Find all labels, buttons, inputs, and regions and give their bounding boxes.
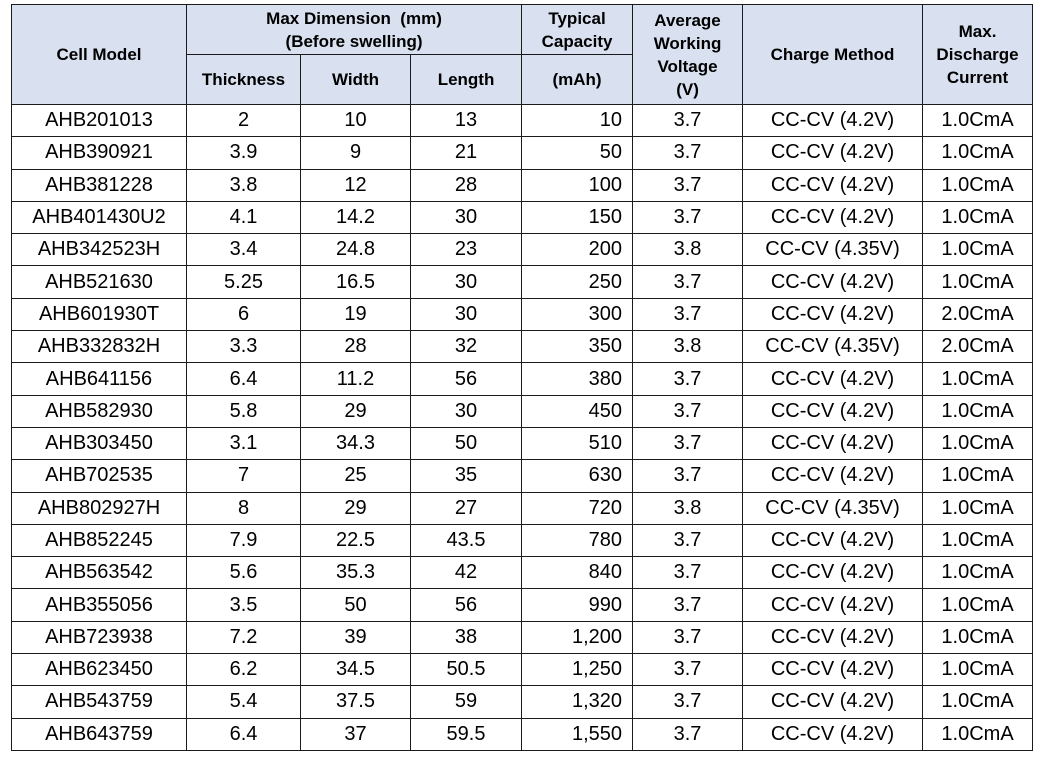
thickness-cell: 3.3	[187, 331, 301, 363]
table-row	[12, 234, 1033, 266]
max-discharge-cell: 1.0CmA	[923, 557, 1033, 589]
voltage-cell: 3.7	[633, 363, 743, 395]
thickness-cell: 7.2	[187, 621, 301, 653]
length-cell: 59.5	[411, 718, 522, 750]
width-cell: 28	[301, 331, 411, 363]
length-cell: 50	[411, 427, 522, 459]
charge-method-cell: CC-CV (4.35V)	[743, 492, 923, 524]
cell-model-cell: AHB641156	[12, 363, 187, 395]
capacity-cell: 990	[522, 589, 633, 621]
header-width	[301, 55, 411, 105]
capacity-cell: 10	[522, 105, 633, 137]
voltage-cell: 3.8	[633, 234, 743, 266]
voltage-cell: 3.8	[633, 492, 743, 524]
cell-model-cell: AHB563542	[12, 557, 187, 589]
max-discharge-cell: 1.0CmA	[923, 718, 1033, 750]
table-row	[12, 137, 1033, 169]
voltage-cell: 3.7	[633, 686, 743, 718]
charge-method-cell: CC-CV (4.2V)	[743, 589, 923, 621]
cell-model-cell: AHB601930T	[12, 298, 187, 330]
thickness-cell: 6	[187, 298, 301, 330]
cell-model-cell: AHB201013	[12, 105, 187, 137]
max-discharge-cell: 1.0CmA	[923, 201, 1033, 233]
charge-method-cell: CC-CV (4.35V)	[743, 234, 923, 266]
max-discharge-cell: 1.0CmA	[923, 589, 1033, 621]
voltage-cell: 3.7	[633, 201, 743, 233]
cell-model-cell: AHB390921	[12, 137, 187, 169]
length-cell: 50.5	[411, 654, 522, 686]
capacity-cell: 300	[522, 298, 633, 330]
max-discharge-cell: 1.0CmA	[923, 105, 1033, 137]
header-cell-model	[12, 5, 187, 105]
max-discharge-cell: 1.0CmA	[923, 654, 1033, 686]
width-cell: 22.5	[301, 524, 411, 556]
length-cell: 30	[411, 395, 522, 427]
capacity-cell: 200	[522, 234, 633, 266]
charge-method-cell: CC-CV (4.2V)	[743, 557, 923, 589]
header-average-voltage-line2: Working	[653, 33, 722, 53]
voltage-cell: 3.7	[633, 718, 743, 750]
max-discharge-cell: 1.0CmA	[923, 266, 1033, 298]
table-row	[12, 686, 1033, 718]
header-typical-capacity-line1: Typical	[548, 8, 606, 28]
header-charge-method-label: Charge Method	[770, 45, 895, 64]
voltage-cell: 3.7	[633, 169, 743, 201]
thickness-cell: 5.4	[187, 686, 301, 718]
max-discharge-cell: 1.0CmA	[923, 524, 1033, 556]
table-body	[12, 105, 1033, 751]
header-capacity-unit	[522, 55, 633, 105]
length-cell: 28	[411, 169, 522, 201]
table-row	[12, 331, 1033, 363]
header-width-label: Width	[331, 70, 380, 89]
width-cell: 11.2	[301, 363, 411, 395]
thickness-cell: 5.8	[187, 395, 301, 427]
thickness-cell: 6.4	[187, 718, 301, 750]
width-cell: 9	[301, 137, 411, 169]
voltage-cell: 3.7	[633, 524, 743, 556]
header-length-label: Length	[437, 70, 495, 89]
width-cell: 10	[301, 105, 411, 137]
width-cell: 34.3	[301, 427, 411, 459]
voltage-cell: 3.7	[633, 427, 743, 459]
thickness-cell: 3.9	[187, 137, 301, 169]
cell-model-cell: AHB643759	[12, 718, 187, 750]
length-cell: 23	[411, 234, 522, 266]
charge-method-cell: CC-CV (4.2V)	[743, 201, 923, 233]
table-row	[12, 718, 1033, 750]
cell-model-cell: AHB802927H	[12, 492, 187, 524]
cell-model-cell: AHB381228	[12, 169, 187, 201]
header-average-voltage-line3: Voltage	[657, 56, 718, 76]
table-row	[12, 266, 1033, 298]
thickness-cell: 3.1	[187, 427, 301, 459]
capacity-cell: 1,320	[522, 686, 633, 718]
length-cell: 27	[411, 492, 522, 524]
length-cell: 21	[411, 137, 522, 169]
table-row	[12, 201, 1033, 233]
header-thickness	[187, 55, 301, 105]
max-discharge-cell: 1.0CmA	[923, 363, 1033, 395]
length-cell: 43.5	[411, 524, 522, 556]
width-cell: 34.5	[301, 654, 411, 686]
charge-method-cell: CC-CV (4.35V)	[743, 331, 923, 363]
voltage-cell: 3.7	[633, 395, 743, 427]
length-cell: 32	[411, 331, 522, 363]
width-cell: 37.5	[301, 686, 411, 718]
length-cell: 13	[411, 105, 522, 137]
length-cell: 30	[411, 201, 522, 233]
thickness-cell: 3.5	[187, 589, 301, 621]
header-average-voltage-unit: (V)	[676, 79, 699, 99]
header-average-voltage-line1: Average	[654, 10, 721, 30]
cell-model-cell: AHB543759	[12, 686, 187, 718]
max-discharge-cell: 1.0CmA	[923, 621, 1033, 653]
length-cell: 38	[411, 621, 522, 653]
header-max-dimension-line1: Max Dimension (mm)	[266, 8, 442, 28]
capacity-cell: 720	[522, 492, 633, 524]
max-discharge-cell: 1.0CmA	[923, 137, 1033, 169]
voltage-cell: 3.7	[633, 137, 743, 169]
max-discharge-cell: 1.0CmA	[923, 395, 1033, 427]
cell-model-cell: AHB521630	[12, 266, 187, 298]
charge-method-cell: CC-CV (4.2V)	[743, 718, 923, 750]
width-cell: 12	[301, 169, 411, 201]
cell-model-cell: AHB702535	[12, 460, 187, 492]
width-cell: 29	[301, 395, 411, 427]
capacity-cell: 250	[522, 266, 633, 298]
thickness-cell: 7.9	[187, 524, 301, 556]
cell-model-cell: AHB401430U2	[12, 201, 187, 233]
max-discharge-cell: 1.0CmA	[923, 427, 1033, 459]
voltage-cell: 3.7	[633, 557, 743, 589]
cell-model-cell: AHB623450	[12, 654, 187, 686]
max-discharge-cell: 1.0CmA	[923, 460, 1033, 492]
thickness-cell: 3.4	[187, 234, 301, 266]
cell-model-cell: AHB342523H	[12, 234, 187, 266]
max-discharge-cell: 1.0CmA	[923, 686, 1033, 718]
thickness-cell: 3.8	[187, 169, 301, 201]
cell-model-cell: AHB723938	[12, 621, 187, 653]
table-row	[12, 492, 1033, 524]
voltage-cell: 3.7	[633, 298, 743, 330]
table-row	[12, 363, 1033, 395]
width-cell: 50	[301, 589, 411, 621]
cell-model-cell: AHB355056	[12, 589, 187, 621]
table-row	[12, 524, 1033, 556]
charge-method-cell: CC-CV (4.2V)	[743, 524, 923, 556]
max-discharge-cell: 2.0CmA	[923, 298, 1033, 330]
max-discharge-cell: 1.0CmA	[923, 169, 1033, 201]
cell-model-cell: AHB852245	[12, 524, 187, 556]
charge-method-cell: CC-CV (4.2V)	[743, 298, 923, 330]
capacity-cell: 630	[522, 460, 633, 492]
length-cell: 56	[411, 363, 522, 395]
length-cell: 59	[411, 686, 522, 718]
length-cell: 56	[411, 589, 522, 621]
width-cell: 24.8	[301, 234, 411, 266]
width-cell: 37	[301, 718, 411, 750]
max-discharge-cell: 1.0CmA	[923, 492, 1033, 524]
table-row	[12, 654, 1033, 686]
voltage-cell: 3.7	[633, 460, 743, 492]
table-row	[12, 427, 1033, 459]
table-row	[12, 169, 1033, 201]
charge-method-cell: CC-CV (4.2V)	[743, 460, 923, 492]
header-thickness-label: Thickness	[201, 70, 286, 89]
capacity-cell: 780	[522, 524, 633, 556]
charge-method-cell: CC-CV (4.2V)	[743, 654, 923, 686]
capacity-cell: 510	[522, 427, 633, 459]
charge-method-cell: CC-CV (4.2V)	[743, 169, 923, 201]
capacity-cell: 150	[522, 201, 633, 233]
capacity-cell: 100	[522, 169, 633, 201]
charge-method-cell: CC-CV (4.2V)	[743, 266, 923, 298]
table-row	[12, 105, 1033, 137]
capacity-cell: 1,550	[522, 718, 633, 750]
length-cell: 30	[411, 298, 522, 330]
cell-model-cell: AHB303450	[12, 427, 187, 459]
charge-method-cell: CC-CV (4.2V)	[743, 363, 923, 395]
capacity-cell: 50	[522, 137, 633, 169]
thickness-cell: 6.2	[187, 654, 301, 686]
width-cell: 29	[301, 492, 411, 524]
table-row	[12, 557, 1033, 589]
voltage-cell: 3.7	[633, 621, 743, 653]
table-row	[12, 460, 1033, 492]
charge-method-cell: CC-CV (4.2V)	[743, 395, 923, 427]
table-row	[12, 621, 1033, 653]
length-cell: 42	[411, 557, 522, 589]
header-average-voltage	[633, 5, 743, 105]
charge-method-cell: CC-CV (4.2V)	[743, 621, 923, 653]
table-row	[12, 395, 1033, 427]
charge-method-cell: CC-CV (4.2V)	[743, 137, 923, 169]
header-charge-method	[743, 5, 923, 105]
capacity-cell: 1,250	[522, 654, 633, 686]
width-cell: 19	[301, 298, 411, 330]
thickness-cell: 2	[187, 105, 301, 137]
charge-method-cell: CC-CV (4.2V)	[743, 105, 923, 137]
thickness-cell: 7	[187, 460, 301, 492]
length-cell: 30	[411, 266, 522, 298]
voltage-cell: 3.8	[633, 331, 743, 363]
header-max-discharge	[923, 5, 1033, 105]
thickness-cell: 8	[187, 492, 301, 524]
capacity-cell: 450	[522, 395, 633, 427]
capacity-cell: 380	[522, 363, 633, 395]
thickness-cell: 5.6	[187, 557, 301, 589]
header-max-discharge-line1: Max.	[958, 22, 997, 41]
voltage-cell: 3.7	[633, 266, 743, 298]
max-discharge-cell: 2.0CmA	[923, 331, 1033, 363]
width-cell: 35.3	[301, 557, 411, 589]
cell-spec-table	[11, 4, 1033, 751]
thickness-cell: 6.4	[187, 363, 301, 395]
header-typical-capacity-line2: Capacity	[541, 31, 613, 51]
width-cell: 14.2	[301, 201, 411, 233]
header-length	[411, 55, 522, 105]
header-max-discharge-line3: Current	[946, 68, 1009, 87]
length-cell: 35	[411, 460, 522, 492]
header-typical-capacity	[522, 5, 633, 55]
charge-method-cell: CC-CV (4.2V)	[743, 427, 923, 459]
header-capacity-unit-label: (mAh)	[552, 70, 602, 89]
table-row	[12, 589, 1033, 621]
width-cell: 25	[301, 460, 411, 492]
capacity-cell: 840	[522, 557, 633, 589]
voltage-cell: 3.7	[633, 654, 743, 686]
header-max-discharge-line2: Discharge	[936, 45, 1019, 64]
width-cell: 16.5	[301, 266, 411, 298]
cell-model-cell: AHB582930	[12, 395, 187, 427]
table-header	[12, 5, 1033, 105]
cell-model-cell: AHB332832H	[12, 331, 187, 363]
table-row	[12, 298, 1033, 330]
header-max-dimension	[187, 5, 522, 55]
header-max-dimension-line2: (Before swelling)	[285, 31, 423, 51]
thickness-cell: 4.1	[187, 201, 301, 233]
thickness-cell: 5.25	[187, 266, 301, 298]
capacity-cell: 1,200	[522, 621, 633, 653]
voltage-cell: 3.7	[633, 105, 743, 137]
max-discharge-cell: 1.0CmA	[923, 234, 1033, 266]
voltage-cell: 3.7	[633, 589, 743, 621]
capacity-cell: 350	[522, 331, 633, 363]
charge-method-cell: CC-CV (4.2V)	[743, 686, 923, 718]
width-cell: 39	[301, 621, 411, 653]
header-cell-model-label: Cell Model	[56, 45, 142, 64]
